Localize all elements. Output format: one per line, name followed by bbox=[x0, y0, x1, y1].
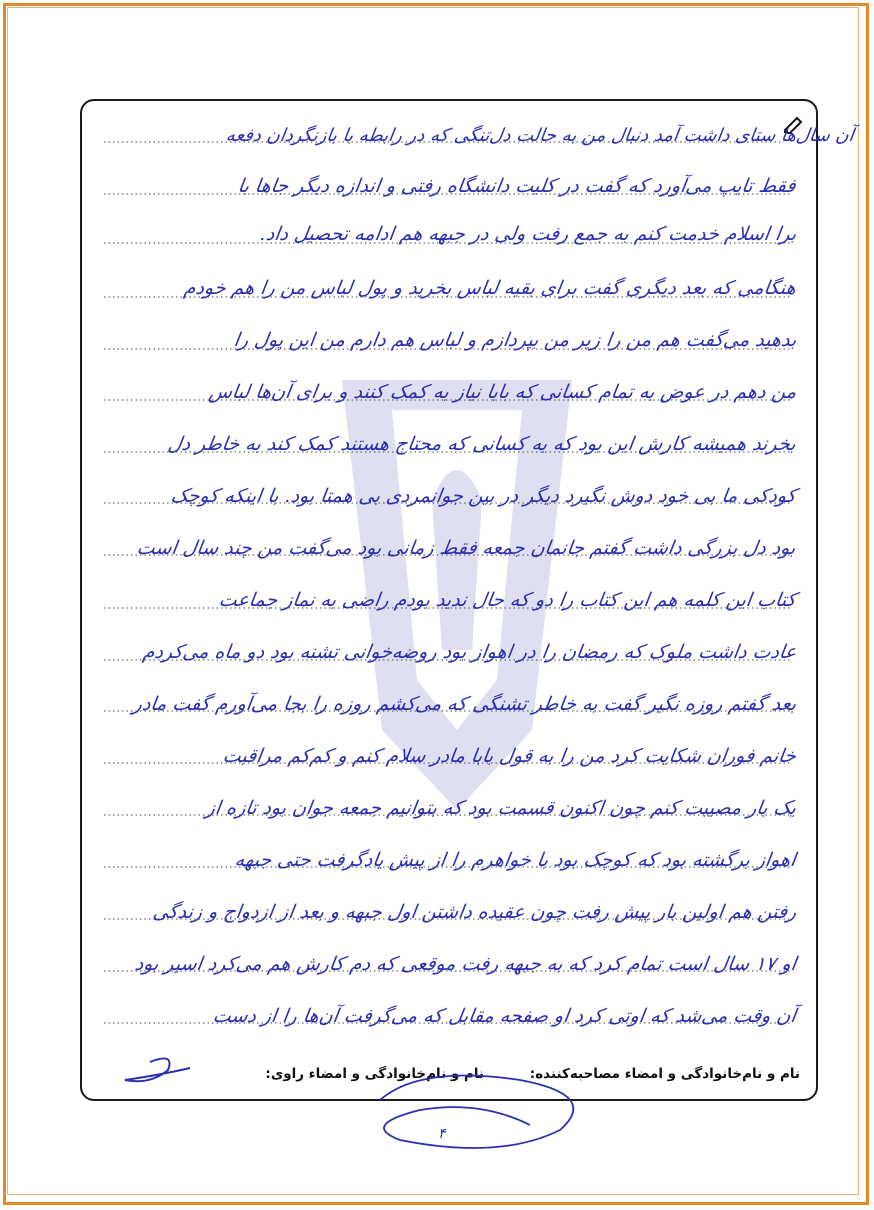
handwritten-line-9: بود دل بزرگی داشت گفتم جانمان جمعه فقط زمانی بود می‌گفت من چند سال است bbox=[135, 537, 798, 559]
handwritten-line-7: بخرند همیشه کارش این بود که به کسانی که محتاج هستند کمک کند به خاطر دل bbox=[166, 433, 798, 455]
narrator-signature-label: نام و نام‌خانوادگی و امضاء راوی: bbox=[265, 1066, 484, 1082]
interviewer-signature-label: نام و نام‌خانوادگی و امضاء مصاحبه‌کننده: bbox=[529, 1066, 800, 1082]
handwritten-line-11: عادت داشت ملوک که رمضان را در اهواز بود روضه‌خوانی تشنه بود دو ماه می‌کردم bbox=[141, 641, 798, 663]
narrator-signature bbox=[125, 1058, 190, 1081]
handwritten-line-13: خانم فوران شکایت کرد من را به قول بابا مادر سلام کنم و کم‌کم مراقبت bbox=[221, 745, 798, 767]
handwritten-line-1: آن سال‌ها ستای داشت آمد دنبال من به حالت دل‌تنگی که در رابطه با بازنگردان دفعه bbox=[224, 125, 856, 146]
handwritten-line-4: هنگامی که بعد دیگری گفت برای بقیه لباس بخرید و پول لباس من را هم خودم bbox=[182, 277, 798, 299]
handwritten-line-2: فقط تایپ می‌آورد که گفت در کلیت دانشگاه رفتی و اندازه دیگر جاها با bbox=[236, 175, 798, 197]
handwritten-line-8: کودکی ما بی خود دوش نگیرد دیگر در بین جوانمردی بی همتا بود. با اینکه کوچک bbox=[169, 485, 798, 507]
handwritten-line-15: اهواز برگشته بود که کوچک بود با خواهرم را از پیش یادگرفت حتی جبهه bbox=[233, 849, 798, 871]
handwritten-line-18: آن وقت می‌شد که اوتی کرد او صفحه مقابل که می‌گرفت آن‌ها را از دست bbox=[211, 1005, 798, 1027]
page-number: ۴ bbox=[438, 1126, 446, 1142]
handwritten-line-10: کتاب این کلمه هم این کتاب را دو که حال ندید بودم راضی به نماز جماعت bbox=[217, 589, 798, 611]
interviewer-signature bbox=[380, 1076, 573, 1149]
handwritten-line-14: یک بار مصیبت کنم چون اکنون قسمت بود که بتوانیم جمعه جوان بود تازه از bbox=[204, 797, 798, 819]
handwritten-line-17: او ۱۷ سال است تمام کرد که به جبهه رفت موقعی که دم کارش هم می‌کرد اسیر بود bbox=[133, 953, 798, 975]
handwritten-line-3: برا اسلام خدمت کنم به جمع رفت ولی در جبهه هم ادامه تحصیل داد. bbox=[258, 223, 798, 245]
handwritten-line-12: بعد گفتم روزه نگیر گفت به خاطر تشنگی که می‌کشم روزه را بجا می‌آورم گفت مادر bbox=[131, 693, 798, 715]
handwritten-line-6: من دهم در عوض به تمام کسانی که بابا نیاز به کمک کنند و برای آن‌ها لباس bbox=[207, 381, 798, 403]
handwritten-line-5: بدهید می‌گفت هم من را زیر من بپردازم و لباس هم دارم من این پول را bbox=[231, 329, 798, 351]
handwritten-line-16: رفتن هم اولین بار پیش رفت چون عقیده داشتن اول جبهه و بعد از ازدواج و زندگی bbox=[151, 901, 798, 923]
